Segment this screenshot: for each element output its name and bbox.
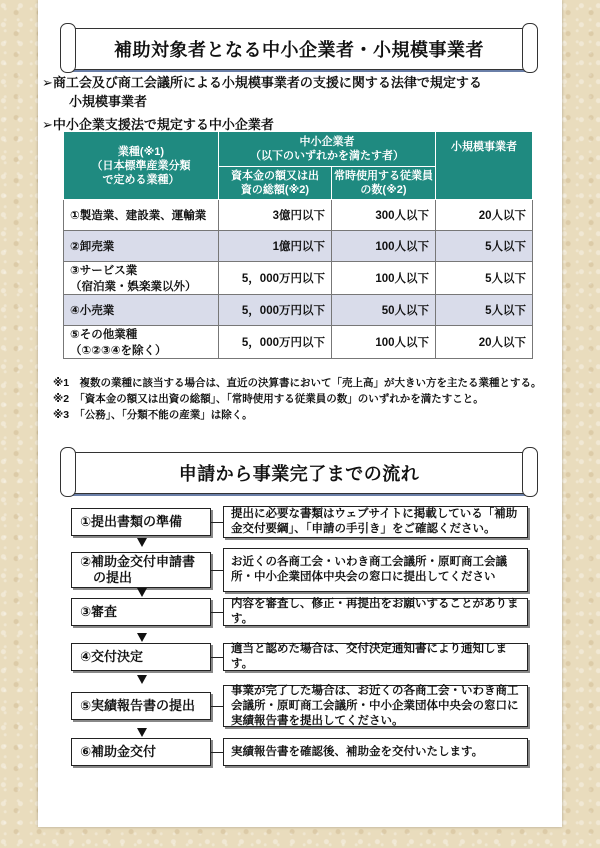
down-arrow-icon [137,633,147,642]
cell-capital: 5，000万円以下 [219,295,332,326]
bullet-text-line: 小規模事業者 [69,94,148,109]
flow-connector [211,657,223,658]
down-arrow-icon [137,538,147,547]
cell-employees: 300人以下 [332,200,436,231]
cell-capital: 5，000万円以下 [219,326,332,359]
flow-step-description: 適当と認めた場合は、交付決定通知書により通知します。 [223,643,528,671]
scroll-curl-right [522,23,538,73]
section-title-text: 申請から事業完了までの流れ [178,464,420,484]
cell-employees: 100人以下 [332,326,436,359]
cell-capital: 3億円以下 [219,200,332,231]
cell-industry: ⑤その他業種 （①②③④を除く） [64,326,219,359]
flow-step-description: 実績報告書を確認後、補助金を交付いたします。 [223,738,528,766]
section-title-text: 補助対象者となる中小企業者・小規模事業者 [114,40,484,60]
cell-capital: 5，000万円以下 [219,262,332,295]
flow-step-description: 提出に必要な書類はウェブサイトに掲載している「補助金交付要綱」、「申請の手引き」をご確認ください。 [223,506,528,538]
flow-step-description: 事業が完了した場合は、お近くの各商工会・いわき商工会議所・原町商工会議所・中小企業団体中央会の窓口に実績報告書を提出してください。 [223,685,528,727]
table-body [64,200,533,359]
cell-industry: ②卸売業 [64,231,219,262]
table-row [64,231,533,262]
cell-industry: ④小売業 [64,295,219,326]
table-row [64,326,533,359]
cell-industry: ①製造業、建設業、運輸業 [64,200,219,231]
flow-connector [211,612,223,613]
footnote-3: ※3 「公務」、「分類不能の産業」は除く。 [53,409,253,421]
cell-small-business: 20人以下 [436,326,533,359]
cell-capital: 1億円以下 [219,231,332,262]
header-small-business: 小規模事業者 [436,132,533,200]
down-arrow-icon [137,588,147,597]
cell-employees: 50人以下 [332,295,436,326]
flow-connector [211,570,223,571]
flow-step: ③審査 [71,598,211,626]
flow-step-description: 内容を審査し、修正・再提出をお願いすることがあります。 [223,598,528,626]
table-row [64,295,533,326]
section-title-eligibility [67,28,531,70]
header-capital: 資本金の額又は出 資の総額(※2) [219,167,332,200]
flow-step: ④交付決定 [71,643,211,671]
header-employees: 常時使用する従業員の数(※2) [332,167,436,200]
table-row [64,262,533,295]
flow-connector [211,752,223,753]
section-title-flow [67,452,531,494]
header-sme: 中小企業者 （以下のいずれかを満たす者） [219,132,436,167]
down-arrow-icon [137,675,147,684]
scroll-curl-left [60,447,76,497]
scroll-curl-left [60,23,76,73]
flow-step-description: お近くの各商工会・いわき商工会議所・原町商工会議所・中小企業団体中央会の窓口に提出してください [223,548,528,592]
cell-industry: ③サービス業 （宿泊業・娯楽業以外） [64,262,219,295]
bullet-text-line: ➢商工会及び商工会議所による小規模事業者の支援に関する法律で規定する [42,75,482,90]
cell-employees: 100人以下 [332,262,436,295]
cell-small-business: 5人以下 [436,231,533,262]
cell-small-business: 20人以下 [436,200,533,231]
cell-small-business: 5人以下 [436,262,533,295]
table-row [64,200,533,231]
bullet-small-business-law [42,73,482,111]
cell-employees: 100人以下 [332,231,436,262]
flow-step: ⑤実績報告書の提出 [71,692,211,720]
scroll-curl-right [522,447,538,497]
flow-step: ②補助金交付申請書 の提出 [71,552,211,588]
flow-connector [211,522,223,523]
header-industry: 業種(※1) （日本標準産業分類 で定める業種） [64,132,219,200]
footnote-1: ※1 複数の業種に該当する場合は、直近の決算書において「売上高」が大きい方を主たる業種とする。 [53,377,542,389]
down-arrow-icon [137,728,147,737]
sme-criteria-table [63,131,533,359]
table-header-row [64,132,533,167]
bullet-sme-support-law: ➢中小企業支援法で規定する中小企業者 [42,117,274,132]
flow-step: ⑥補助金交付 [71,738,211,766]
flow-step: ①提出書類の準備 [71,508,211,536]
cell-small-business: 5人以下 [436,295,533,326]
footnote-2: ※2 「資本金の額又は出資の総額」、「常時使用する従業員の数」のいずれかを満たすこと。 [53,393,484,405]
flow-connector [211,706,223,707]
